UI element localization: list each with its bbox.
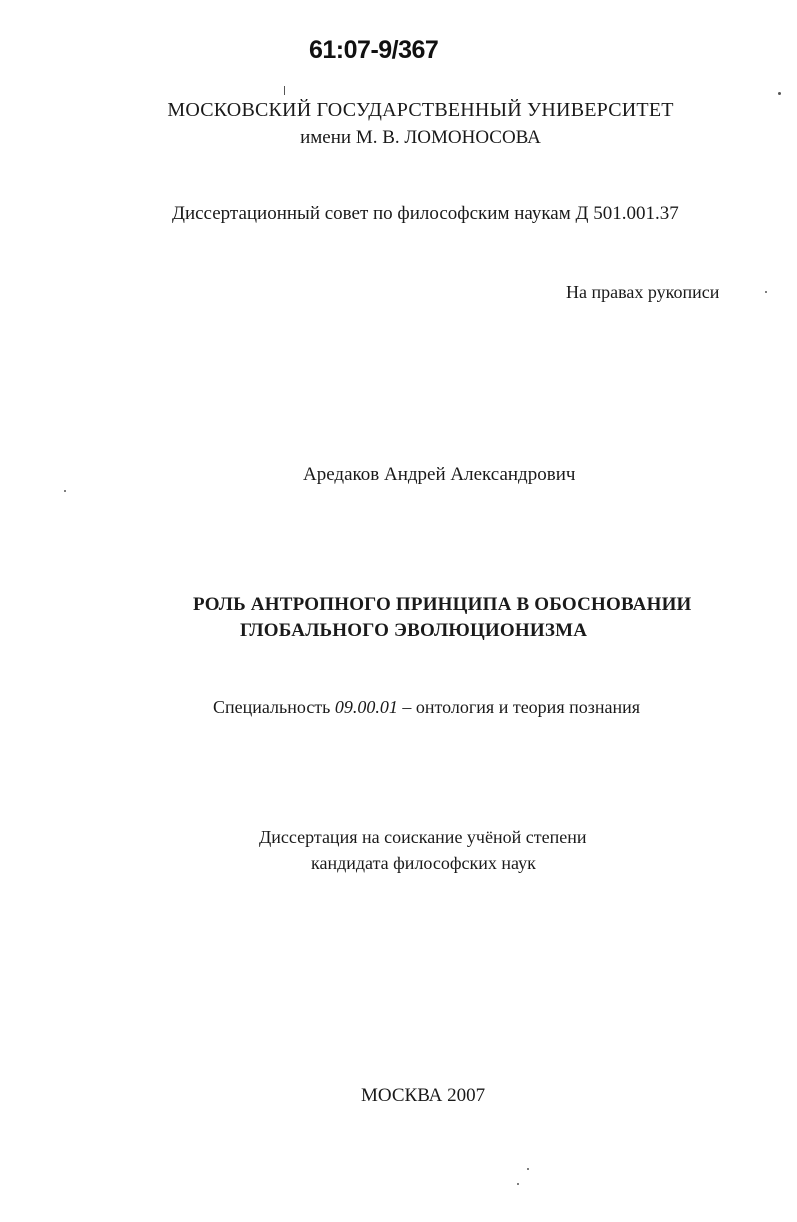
dissertation-title-line2: ГЛОБАЛЬНОГО ЭВОЛЮЦИОНИЗМА [240,620,588,641]
specialty-prefix: Специальность [213,697,335,717]
scan-speck [527,1168,529,1170]
scan-speck [778,92,781,95]
scan-speck [517,1183,519,1185]
scan-speck [64,490,66,492]
rights-note: На правах рукописи [566,282,720,302]
degree-line2: кандидата философских наук [311,853,536,873]
author-name: Аредаков Андрей Александрович [303,464,576,485]
scan-speck [284,86,285,95]
catalog-number-stamp: 61:07-9/367 [309,36,439,64]
university-name: МОСКОВСКИЙ ГОСУДАРСТВЕННЫЙ УНИВЕРСИТЕТ [167,99,674,121]
specialty-code: 09.00.01 [334,697,398,717]
city-year: МОСКВА 2007 [361,1085,486,1106]
scan-speck [765,291,767,293]
specialty-line [213,697,640,718]
dissertation-council: Диссертационный совет по философским наукам Д 501.001.37 [172,203,679,224]
dissertation-title-line1: РОЛЬ АНТРОПНОГО ПРИНЦИПА В ОБОСНОВАНИИ [193,594,692,615]
university-namesake: имени М. В. ЛОМОНОСОВА [300,127,541,148]
degree-line1: Диссертация на соискание учёной степени [259,827,587,847]
specialty-suffix: – онтология и теория познания [397,697,641,717]
